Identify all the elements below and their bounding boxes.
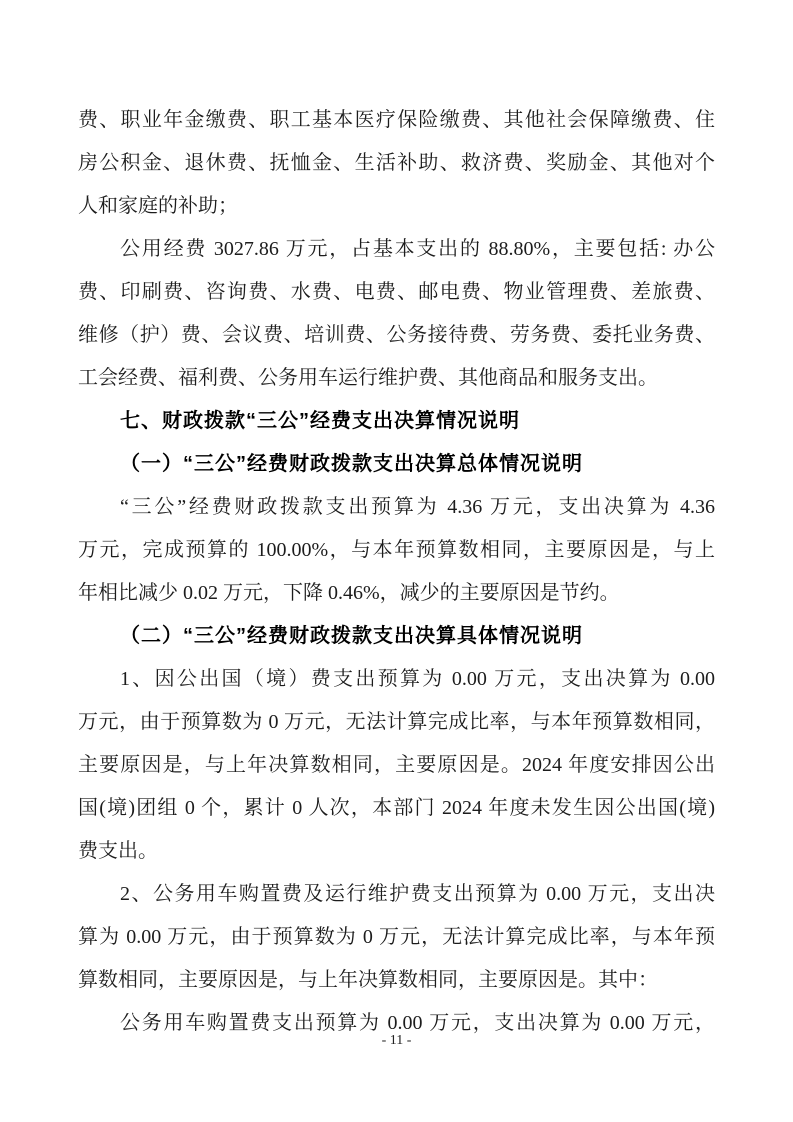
body-line: 万元，完成预算的 100.00%，与本年预算数相同，主要原因是，与上 — [78, 539, 715, 561]
section-heading-7: 七、财政拨款“三公”经费支出决算情况说明 — [120, 410, 520, 432]
body-line: 1、因公出国（境）费支出预算为 0.00 万元，支出决算为 0.00 — [120, 668, 715, 690]
body-line: 公用经费 3027.86 万元，占基本支出的 88.80%，主要包括: 办公 — [120, 238, 715, 260]
body-line: 费支出。 — [78, 840, 158, 862]
subsection-heading-2: （二）“三公”经费财政拨款支出决算具体情况说明 — [120, 625, 583, 647]
body-line: 房公积金、退休费、抚恤金、生活补助、救济费、奖励金、其他对个 — [78, 152, 715, 174]
body-line: 年相比减少 0.02 万元，下降 0.46%，减少的主要原因是节约。 — [78, 582, 620, 604]
body-line: 费、印刷费、咨询费、水费、电费、邮电费、物业管理费、差旅费、 — [78, 281, 715, 303]
body-line: 2、公务用车购置费及运行维护费支出预算为 0.00 万元，支出决 — [120, 883, 715, 905]
body-line: 算为 0.00 万元，由于预算数为 0 万元，无法计算完成比率，与本年预 — [78, 926, 715, 948]
subsection-heading-1: （一）“三公”经费财政拨款支出决算总体情况说明 — [120, 453, 583, 475]
body-line: 主要原因是，与上年决算数相同，主要原因是。2024 年度安排因公出 — [78, 754, 715, 776]
body-line: 维修（护）费、会议费、培训费、公务接待费、劳务费、委托业务费、 — [78, 324, 715, 346]
document-body — [78, 99, 715, 1045]
body-line: 算数相同，主要原因是，与上年决算数相同，主要原因是。其中： — [78, 969, 658, 991]
body-line: 人和家庭的补助； — [78, 195, 238, 217]
body-line: 万元，由于预算数为 0 万元，无法计算完成比率，与本年预算数相同， — [78, 711, 715, 733]
body-line: “三公”经费财政拨款支出预算为 4.36 万元，支出决算为 4.36 — [120, 496, 715, 518]
body-line: 国(境)团组 0 个，累计 0 人次，本部门 2024 年度未发生因公出国(境) — [78, 797, 715, 819]
body-line: 工会经费、福利费、公务用车运行维护费、其他商品和服务支出。 — [78, 367, 658, 389]
body-line: 公务用车购置费支出预算为 0.00 万元，支出决算为 0.00 万元， — [120, 1012, 715, 1034]
page-number: - 11 - — [381, 1033, 412, 1048]
body-line: 费、职业年金缴费、职工基本医疗保险缴费、其他社会保障缴费、住 — [78, 109, 715, 131]
